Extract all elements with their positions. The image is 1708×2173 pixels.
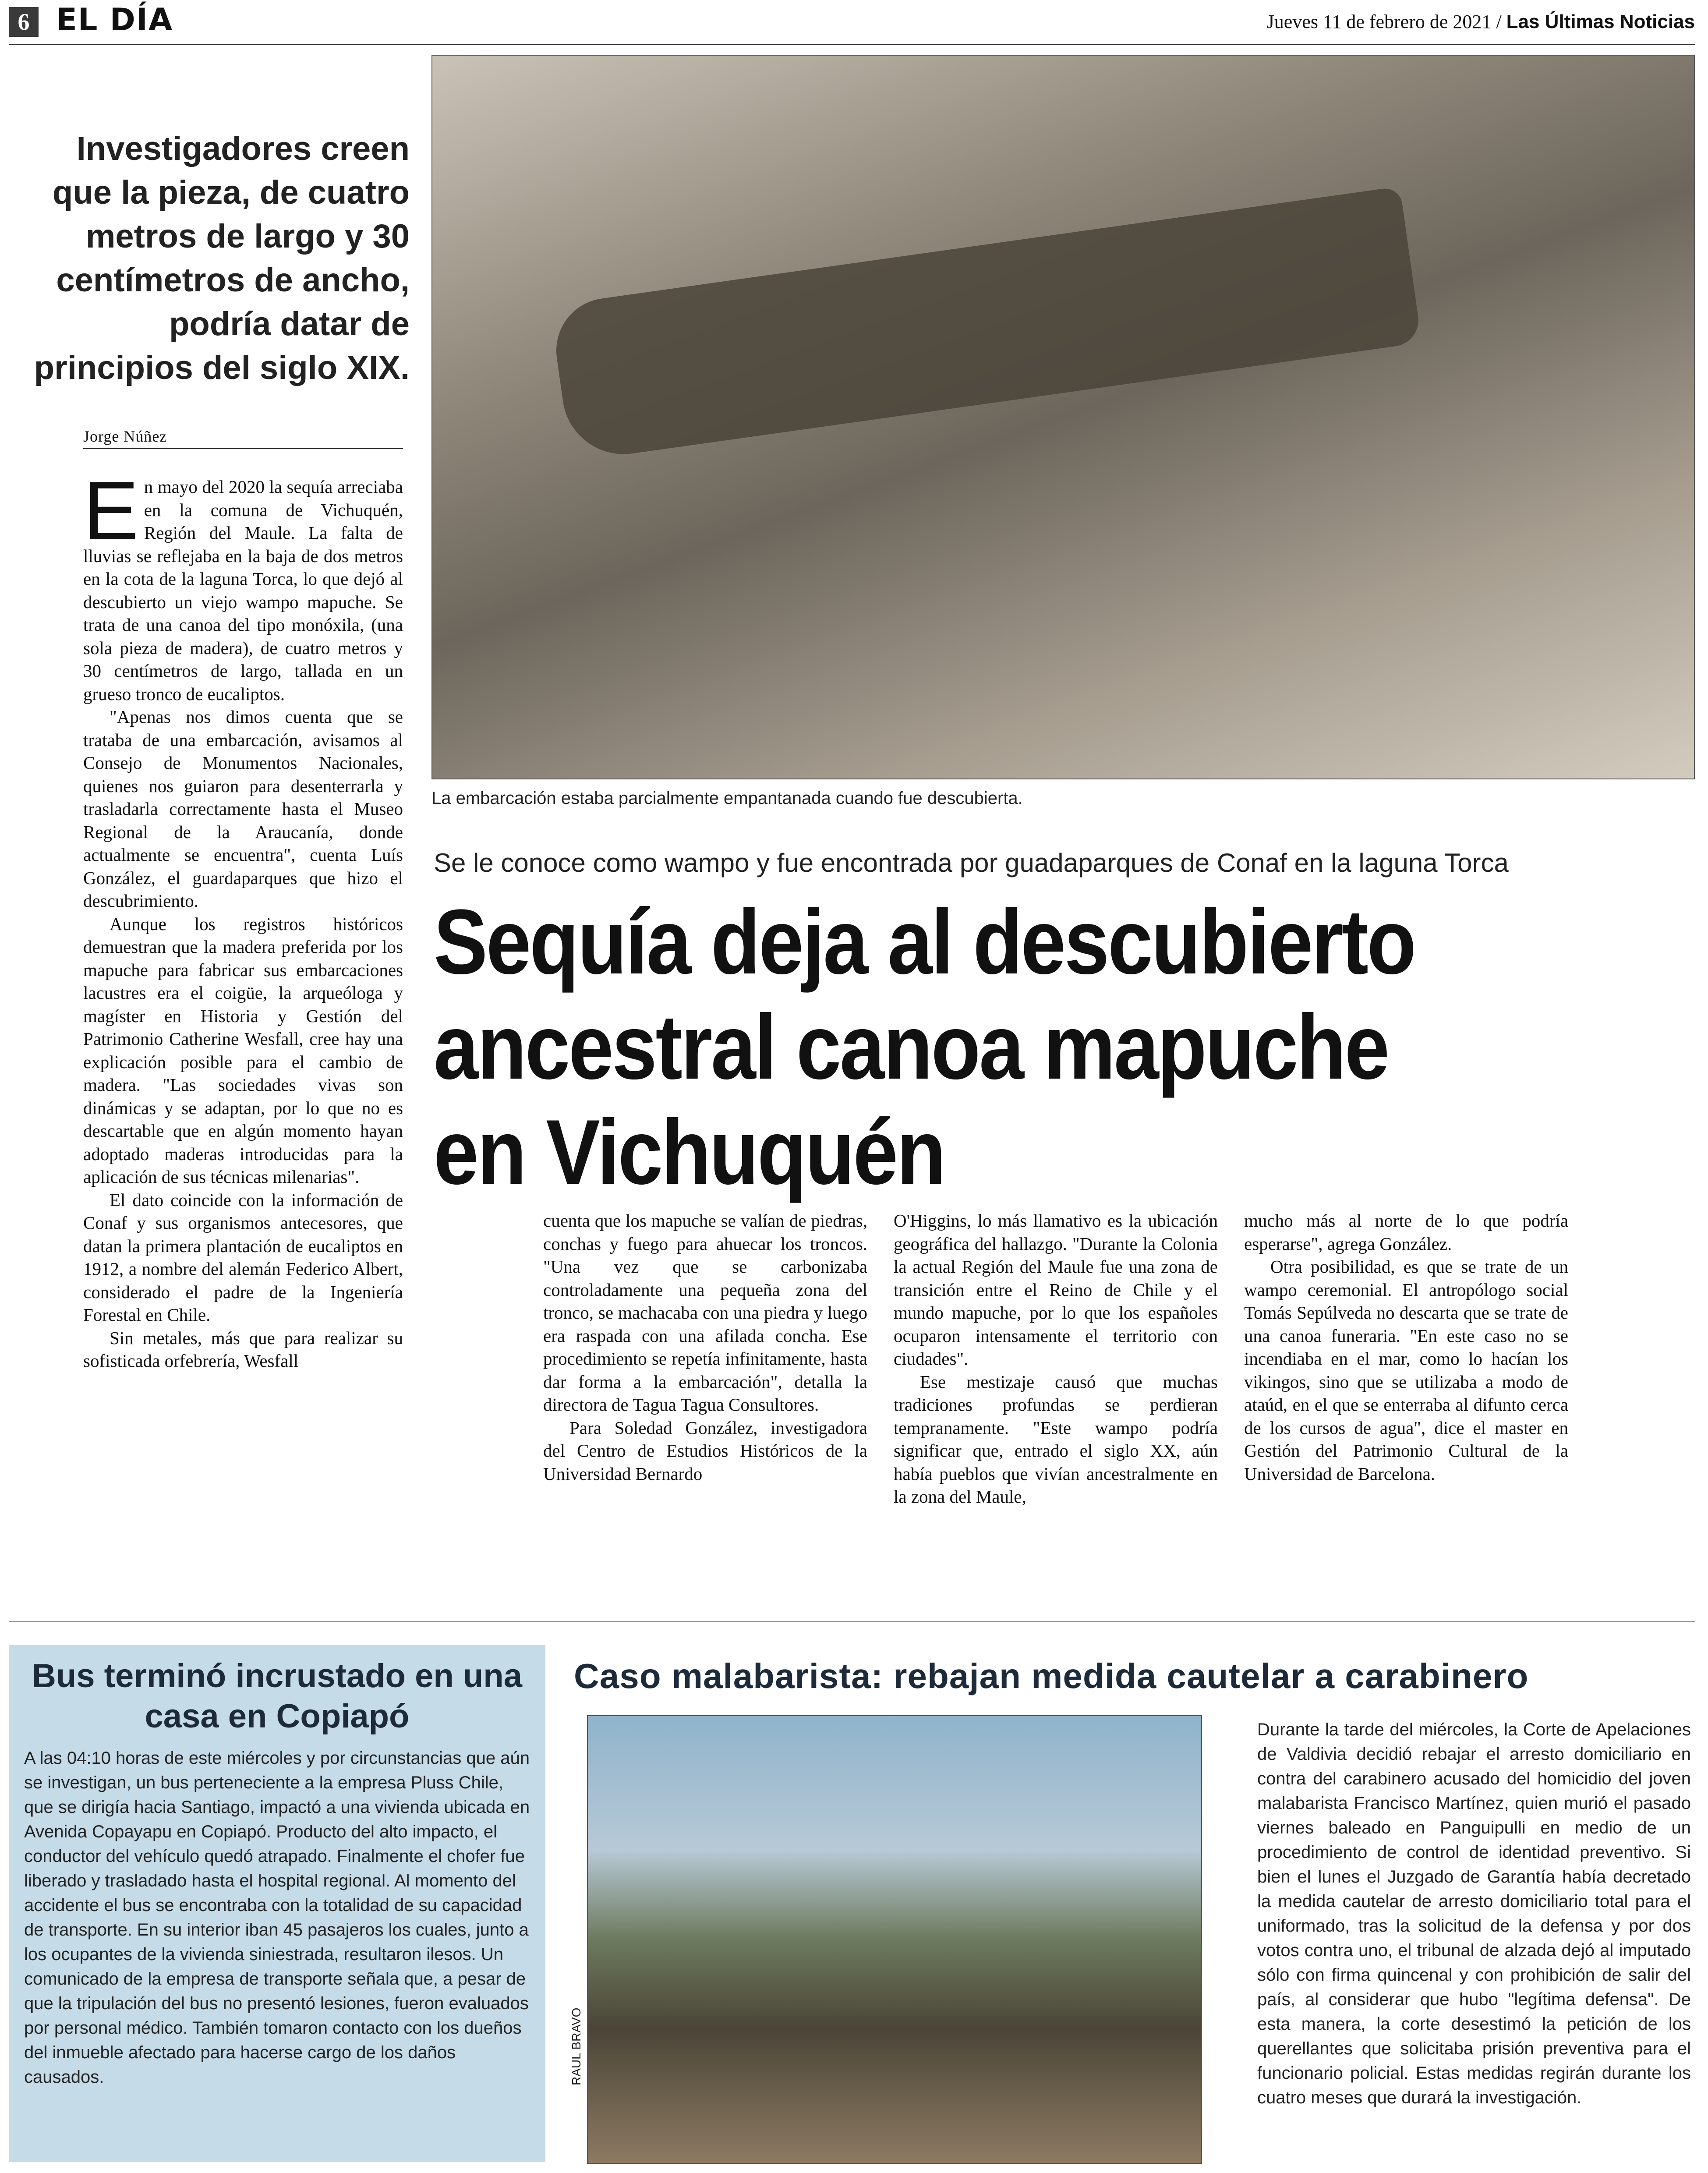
photo-caption: La embarcación estaba parcialmente empantanada cuando fue descubierta. <box>431 789 1023 808</box>
malabarista-story-body: Durante la tarde del miércoles, la Corte de Apelaciones de Valdivia decidió rebajar el arresto domiciliario en contra del carabinero acusado del homicidio del joven malabarista Francisco Martínez, quien murió el pasado viernes baleado en Panguipulli en medio de un procedimiento de control de identidad preventivo. Si bien el lunes el Juzgado de Garantía había decretado la medida cautelar de arresto domiciliario total para el uniformado, tras la solicitud de la defensa y por dos votos contra uno, el tribunal de alzada dejó al imputado sólo con firma quincenal y con prohibición de salir del país, al considerar que hubo "legítima defensa". De esta manera, la corte desestimó la petición de los querellantes que solicitaba prisión preventiva para el funcionario policial. Estas medidas regirán durante los cuatro meses que durará la investigación. <box>1257 1720 1691 2107</box>
article-column-4 <box>1244 1209 1568 1485</box>
headline: Sequía deja al descubierto ancestral canoa mapuche en Vichuquén <box>434 890 1415 1203</box>
paragraph: O'Higgins, lo más llamativo es la ubicación geográfica del hallazgo. "Durante la Colonia la actual Región del Maule fue una zona de transición entre el Reino de Chile y el mundo mapuche, por lo que los españoles ocuparon intensamente el territorio con ciudades". <box>894 1210 1218 1369</box>
newspaper-name: Las Últimas Noticias <box>1506 11 1695 32</box>
drop-cap: E <box>83 464 139 557</box>
paragraph: mucho más al norte de lo que podría esperarse", agrega González. <box>1244 1210 1568 1254</box>
photo-credit: RAUL BRAVO <box>569 2007 583 2085</box>
section-title: EL DÍA <box>56 2 173 38</box>
header-rule <box>9 44 1695 45</box>
paragraph: Para Soledad González, investigadora del Centro de Estudios Históricos de la Universidad Bernardo <box>543 1417 867 1484</box>
section-divider <box>9 1621 1695 1622</box>
paragraph: Ese mestizaje causó que muchas tradiciones profundas se perdieran tempranamente. "Este wampo podría significar que, entrado el siglo XX, aún había pueblos que vivían ancestralmente en la zona del Maule, <box>894 1371 1218 1507</box>
paragraph: Otra posibilidad, es que se trate de un wampo ceremonial. El antropólogo social Tomás Sepúlveda no descarta que se trate de una canoa funeraria. "En este caso no se incendiaba en el mar, como lo hacían los vikingos, sino que se utilizaba a modo de ataúd, en el que se enterraba al difunto cerca de los cursos de agua", dice el master en Gestión del Patrimonio Cultural de la Universidad de Barcelona. <box>1244 1256 1568 1484</box>
paragraph: "Apenas nos dimos cuenta que se trataba de una embarcación, avisamos al Consejo de Monumentos Nacionales, quienes nos guiaron para desenterrarla y trasladarla correctamente hasta el Museo Regional de la Araucanía, donde actualmente se encuentra", cuenta Luís González, el guardaparques que hizo el descubrimiento. <box>83 707 403 911</box>
paragraph: Sin metales, más que para realizar su sofisticada orfebrería, Wesfall <box>83 1327 403 1371</box>
paragraph-text: n mayo del 2020 la sequía arreciaba en la comuna de Vichuquén, Región del Maule. La falta de lluvias se reflejaba en la baja de dos metros en la cota de la laguna Torca, lo que dejó al descubierto un viejo wampo mapuche. Se trata de una canoa del tipo monóxila, (una sola pieza de madera), de cuatro metros y 30 centímetros de largo, tallada en un grueso tronco de eucaliptos. <box>83 477 403 704</box>
paragraph: cuenta que los mapuche se valían de piedras, conchas y fuego para ahuecar los troncos. "Una vez que se carbonizaba controladamente una pequeña zona del tronco, se machacaba con una piedra y luego era raspada con una afilada concha. Ese procedimiento se repetía infinitamente, hasta dar forma a la embarcación", detalla la directora de Tagua Tagua Consultores. <box>543 1210 867 1415</box>
bus-story-body: A las 04:10 horas de este miércoles y por circunstancias que aún se investigan, un bus perteneciente a la empresa Pluss Chile, que se dirigía hacia Santiago, impactó a una vivienda ubicada en Avenida Copayapu en Copiapó. Producto del alto impacto, el conductor del vehículo quedó atrapado. Finalmente el chofer fue liberado y trasladado hasta el hospital regional. Al momento del accidente el bus se encontraba con la totalidad de su capacidad de transporte. En su interior iban 45 pasajeros los cuales, junto a los ocupantes de la vivienda siniestrada, resultaron ilesos. Un comunicado de la empresa de transporte señala que, a pesar de que la tripulación del bus no presentó lesiones, fueron evaluados por personal médico. También tomaron contacto con los dueños del inmueble afectado para hacerse cargo de los daños causados. <box>24 1748 530 2087</box>
paragraph <box>83 464 403 705</box>
malabarista-story-title: Caso malabarista: rebajan medida cautelar a carabinero <box>574 1656 1529 1695</box>
byline: Jorge Núñez <box>83 427 403 449</box>
kicker: Se le conoce como wampo y fue encontrada por guadaparques de Conaf en la laguna Torca <box>434 848 1509 878</box>
dateline <box>1267 11 1695 33</box>
paragraph: Aunque los registros históricos demuestran que la madera preferida por los mapuche para fabricar sus embarcaciones lacustres era el coigüe, la arqueóloga y magíster en Historia y Gestión del Patrimonio Catherine Wesfall, cree hay una explicación posible para el cambio de madera. "Las sociedades vivas son dinámicas y se adaptan, por lo que no es descartable que en algún momento hayan adoptado maderas introducidas para la aplicación de sus técnicas milenarias". <box>83 913 403 1187</box>
article-column-1 <box>83 464 403 1373</box>
page-number: 6 <box>9 7 39 37</box>
funeral-photo <box>587 1715 1202 2164</box>
paragraph: El dato coincide con la información de Conaf y sus organismos antecesores, que datan la primera plantación de eucaliptos en 1912, a nombre del alemán Federico Albert, considerado el padre de la Ingeniería Forestal en Chile. <box>83 1189 403 1325</box>
pull-quote: Investigadores creen que la pieza, de cuatro metros de largo y 30 centímetros de ancho, podría datar de principios del siglo XIX. <box>34 130 410 386</box>
article-column-3 <box>894 1209 1218 1508</box>
date-text: Jueves 11 de febrero de 2021 / <box>1266 11 1506 32</box>
article-column-2 <box>543 1209 867 1485</box>
bus-story-title: Bus terminó incrustado en una casa en Copiapó <box>32 1657 523 1735</box>
